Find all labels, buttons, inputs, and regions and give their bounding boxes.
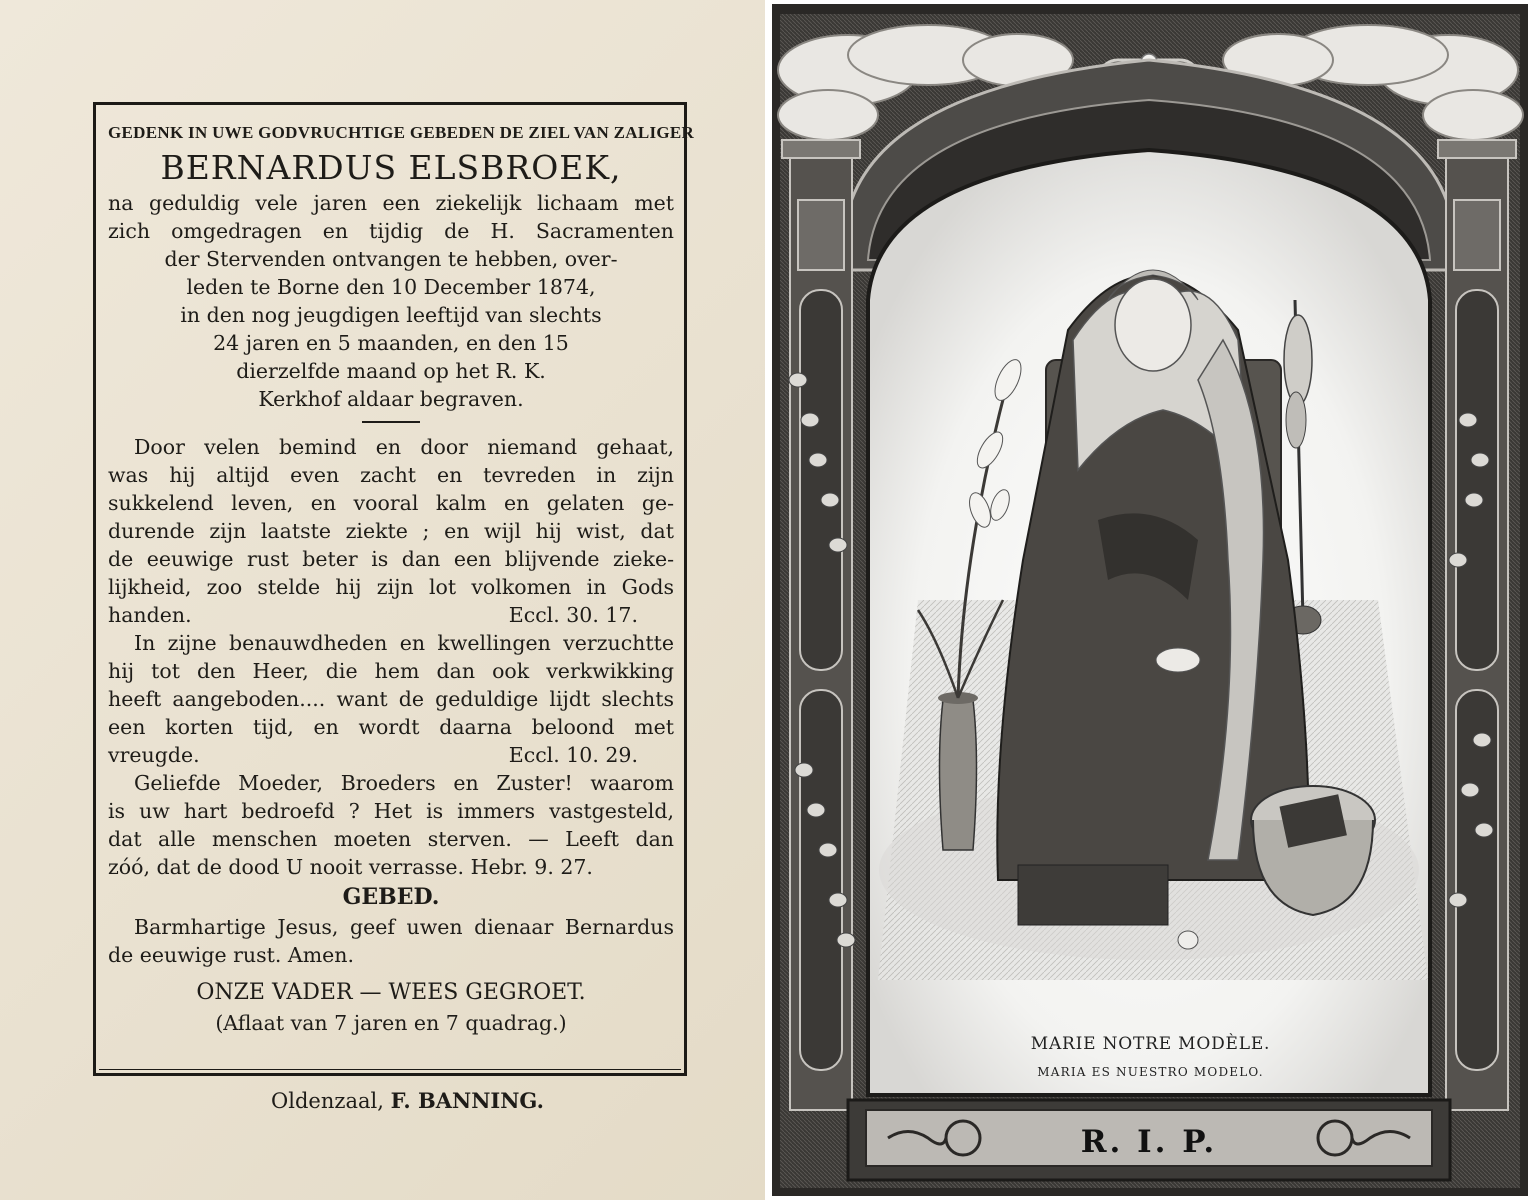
paragraph-line: lijkheid, zoo stelde hij zijn lot volkomen in Gods xyxy=(108,575,674,599)
paragraph-line: Geliefde Moeder, Broeders en Zuster! waarom xyxy=(134,771,674,795)
intro-line: in den nog jeugdigen leeftijd van slechts xyxy=(180,303,602,327)
closing-prayers: ONZE VADER — WEES GEGROET. xyxy=(196,980,586,1005)
scripture-reference: Eccl. 30. 17. xyxy=(508,603,638,627)
intro-line: na geduldig vele jaren een ziekelijk lichaam met xyxy=(108,191,674,215)
paragraph-line: hij tot den Heer, die hem dan ook verkwikking xyxy=(108,659,674,683)
right-pillar xyxy=(1438,140,1516,1110)
paragraph-line: sukkelend leven, en vooral kalm en gelaten ge- xyxy=(108,491,674,515)
prayer-line: de eeuwige rust. Amen. xyxy=(108,943,354,967)
paragraph-end: vreugde. xyxy=(108,743,200,767)
publisher-place: Oldenzaal, xyxy=(271,1089,384,1113)
paragraph-line: In zijne benauwdheden en kwellingen verzuchtte xyxy=(134,631,674,655)
rip-inscription: R. I. P. xyxy=(1080,1124,1218,1160)
paragraph-line: durende zijn laatste ziekte ; en wijl hij wist, dat xyxy=(108,519,674,543)
paragraph-line: een korten tijd, en wordt daarna beloond met xyxy=(108,715,674,739)
image-caption-french: MARIE NOTRE MODÈLE. xyxy=(1030,1034,1271,1054)
paragraph-line: is uw hart bedroefd ? Het is immers vastgesteld, xyxy=(108,799,674,823)
paragraph-line: de eeuwige rust beter is dan een blijvende zieke- xyxy=(108,547,674,571)
prayer-line: Barmhartige Jesus, geef uwen dienaar Bernardus xyxy=(134,915,674,939)
paragraph-line: zóó, dat de dood U nooit verrasse. Hebr. 9. 27. xyxy=(108,855,593,879)
divider-rule xyxy=(362,421,420,423)
paragraph-line: dat alle menschen moeten sterven. — Leeft dan xyxy=(108,827,674,851)
publisher-name: F. BANNING. xyxy=(390,1088,544,1113)
dedication-heading: GEDENK IN UWE GODVRUCHTIGE GEBEDEN DE ZIEL VAN ZALIGER xyxy=(108,123,695,142)
paragraph-line: heeft aangeboden.... want de geduldige lijdt slechts xyxy=(108,687,674,711)
intro-line: 24 jaren en 5 maanden, en den 15 xyxy=(213,331,569,355)
publisher-line xyxy=(0,1088,815,1113)
gothic-frame-engraving xyxy=(768,0,1530,1200)
indulgence-note: (Aflaat van 7 jaren en 7 quadrag.) xyxy=(215,1011,567,1035)
paragraph-line-with-ref xyxy=(108,601,674,629)
intro-line: zich omgedragen en tijdig de H. Sacramenten xyxy=(108,219,674,243)
memorial-text-body xyxy=(108,105,695,1037)
scripture-reference: Eccl. 10. 29. xyxy=(508,743,638,767)
intro-line: dierzelfde maand op het R. K. xyxy=(236,359,546,383)
paragraph-line-with-ref xyxy=(108,741,674,769)
paragraph-line: Door velen bemind en door niemand gehaat, xyxy=(134,435,674,459)
intro-line: Kerkhof aldaar begraven. xyxy=(258,387,524,411)
intro-line: der Stervenden ontvangen te hebben, over- xyxy=(164,247,618,271)
prayer-title: GEBED. xyxy=(342,884,440,910)
footstool xyxy=(1018,865,1168,925)
intro-line: leden te Borne den 10 December 1874, xyxy=(186,275,596,299)
deceased-name: BERNARDUS ELSBROEK, xyxy=(160,148,622,187)
paragraph-line: was hij altijd even zacht en tevreden in zijn xyxy=(108,463,674,487)
memorial-card-image-side xyxy=(768,0,1530,1200)
text-border-frame xyxy=(93,102,695,1076)
image-caption-spanish: MARIA ES NUESTRO MODELO. xyxy=(1037,1065,1264,1079)
paragraph-end: handen. xyxy=(108,603,192,627)
left-pillar xyxy=(782,140,860,1110)
